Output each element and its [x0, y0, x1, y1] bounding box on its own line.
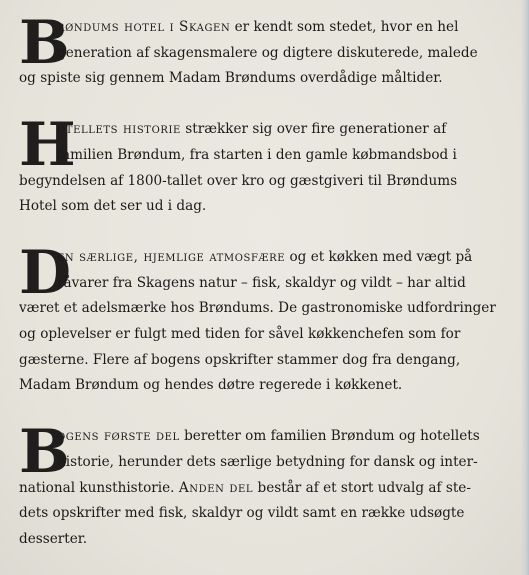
text-line: Madam Brøndum og hendes døtre regerede i køkkenet. — [19, 377, 403, 394]
text-span: består af et stort udvalg af ste- — [257, 479, 471, 496]
drop-cap: D — [19, 237, 72, 308]
lead-in-smallcaps: otellets historie — [57, 121, 181, 138]
text-line: desserter. — [19, 530, 88, 547]
text-line: råvarer fra Skagens natur – fisk, skaldyr og vildt – har altid — [57, 274, 466, 291]
text-line: dets opskrifter med fisk, skaldyr og vildt samt en række udsøgte — [19, 505, 465, 522]
text-line: familien Brøndum, fra starten i den gamle købmandsbod i — [57, 146, 457, 163]
text-span: og et køkken med vægt på — [285, 248, 473, 265]
paragraph-1 — [19, 8, 521, 92]
lead-in-smallcaps: ogens første del — [57, 428, 180, 445]
text-span: beretter om familien Brøndum og hotellets — [179, 428, 480, 445]
page-edge — [521, 0, 529, 575]
inline-smallcaps: Anden del — [178, 479, 254, 496]
text-line: og oplevelser er fulgt med tiden for såvel køkkenchefen som for — [19, 326, 461, 343]
text-line: historie, herunder dets særlige betydning for dansk og inter- — [57, 453, 478, 470]
paragraph-3 — [19, 237, 521, 399]
text-line: været et adelsmærke hos Brøndums. De gastronomiske udfordringer — [19, 300, 496, 317]
text-line: Hotel som det ser ud i dag. — [19, 198, 207, 215]
lead-in-smallcaps: en særlige, hjemlige atmosfære — [57, 248, 286, 265]
text-line — [57, 424, 521, 450]
text-line — [19, 476, 521, 502]
text-line — [57, 15, 521, 41]
text-line — [57, 245, 521, 271]
text-span: er kendt som stedet, hvor en hel — [230, 19, 459, 35]
text-line: gæsterne. Flere af bogens opskrifter stammer dog fra dengang, — [19, 351, 461, 368]
body-text — [19, 8, 521, 553]
drop-cap: H — [19, 110, 76, 181]
lead-in-smallcaps: røndums hotel i Skagen — [57, 19, 231, 35]
drop-cap: B — [19, 8, 70, 78]
text-span: national kunsthistorie. — [19, 479, 175, 496]
text-line: generation af skagensmalere og digtere diskuterede, malede — [57, 44, 478, 61]
paragraph-2 — [19, 110, 521, 220]
text-line: begyndelsen af 1800-tallet over kro og gæstgiveri til Brøndums — [19, 172, 458, 189]
paragraph-4 — [19, 417, 521, 553]
text-span: strækker sig over fire generationer af — [180, 121, 447, 138]
drop-cap: B — [19, 417, 70, 488]
text-line: og spiste sig gennem Madam Brøndums overdådige måltider. — [19, 70, 443, 87]
text-line — [57, 117, 521, 143]
